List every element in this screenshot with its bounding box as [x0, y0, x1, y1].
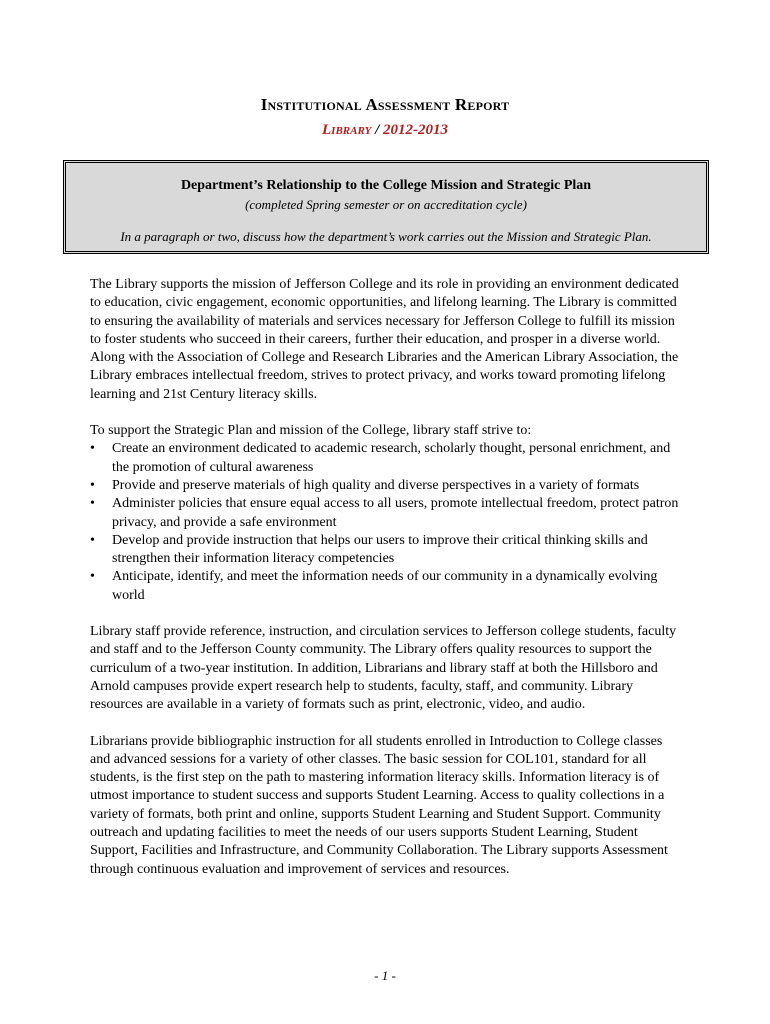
section-heading: Department’s Relationship to the College Mission and Strategic Plan — [180, 178, 592, 193]
paragraph-instruction: Librarians provide bibliographic instruction for all students enrolled in Introduction to College classes and advanced sessions for a variety of other classes. The basic session for COL101, standard for all students, is the first step on the path to mastering information literacy skills. Information literacy is of utmost importance to student success and supports Student Learning. Access to quality collections in a variety of formats, both print and online, supports Student Learning and Student Support. Community outreach and updating facilities to meet the needs of our users supports Student Learning, Student Support, Facilities and Infrastructure, and Community Collaboration. The Library supports Assessment through continuous evaluation and improvement of services and resources. — [90, 733, 668, 877]
section-note: (completed Spring semester or on accreditation cycle) — [245, 197, 527, 212]
bullet-icon: • — [90, 496, 95, 512]
list-item — [90, 477, 686, 495]
report-subtitle — [0, 122, 770, 139]
list-item-text: Anticipate, identify, and meet the information needs of our community in a dynamically evolving world — [112, 569, 658, 603]
list-item — [90, 568, 686, 605]
bullet-icon: • — [90, 441, 95, 457]
list-item-text: Create an environment dedicated to academic research, scholarly thought, personal enrichment, and the promotion of cultural awareness — [112, 441, 671, 475]
list-item-text: Provide and preserve materials of high quality and diverse perspectives in a variety of formats — [112, 477, 640, 493]
strategy-list — [90, 440, 686, 605]
subtitle-separator: / — [371, 122, 383, 138]
bullet-icon: • — [90, 569, 95, 585]
section-instruction: In a paragraph or two, discuss how the department’s work carries out the Mission and Strategic Plan. — [120, 229, 652, 244]
list-item-text: Develop and provide instruction that helps our users to improve their critical thinking skills and strengthen their information literacy competencies — [112, 532, 648, 567]
paragraph-services: Library staff provide reference, instruction, and circulation services to Jefferson college students, faculty and staff and to the Jefferson County community. The Library offers quality resources to support the curriculum of a two-year institution. In addition, Librarians and library staff at both the Hillsboro and Arnold campuses provide expert research help to students, faculty, staff, and community. Library resources are available in a variety of formats such as print, electronic, video, and audio. — [90, 624, 677, 713]
paragraph-mission: The Library supports the mission of Jefferson College and its role in providing an environment dedicated to education, civic engagement, economic opportunities, and lifelong learning. The Library is committed to ensuring the availability of materials and services necessary for Jefferson College to fulfill its mission to foster students who succeed in their careers, further their education, and prosper in a diverse world. Along with the Association of College and Research Libraries and the American Library Association, the Library embraces intellectual freedom, strives to protect privacy, and works toward promoting lifelong learning and 21st Century literacy skills. — [90, 277, 679, 402]
page-number: - 1 - — [374, 968, 396, 983]
subtitle-year: 2012-2013 — [382, 122, 448, 138]
section-prompt-box — [63, 160, 709, 254]
list-item — [90, 495, 686, 532]
bullet-icon: • — [90, 532, 95, 548]
report-body — [90, 276, 686, 879]
list-item — [90, 440, 686, 477]
list-intro: To support the Strategic Plan and mission of the College, library staff strive to: — [90, 423, 532, 439]
list-item-text: Administer policies that ensure equal access to all users, promote intellectual freedom, protect patron privacy, and provide a safe environment — [112, 496, 679, 530]
bullet-icon: • — [90, 477, 95, 493]
subtitle-library: Library — [322, 122, 372, 138]
report-title: Institutional Assessment Report — [260, 95, 510, 114]
list-item — [90, 532, 686, 569]
